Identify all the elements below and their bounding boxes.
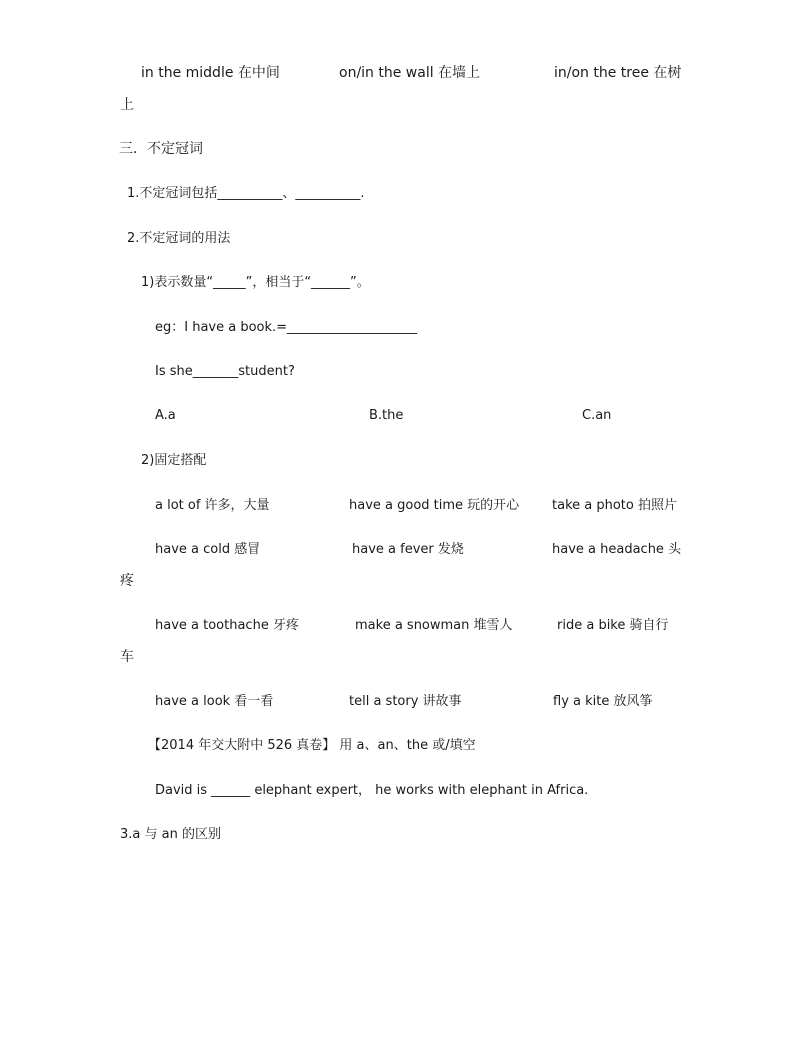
question: Is she_______student? — [155, 364, 295, 379]
phrase-row-3-wrap: 车 — [120, 649, 134, 665]
phrase-on-the-tree: in/on the tree 在树 — [554, 65, 682, 81]
exam-sentence: David is ______ elephant expert， he works with elephant in Africa. — [155, 783, 589, 798]
phrase-row-2-col-2: have a fever 发烧 — [352, 542, 464, 557]
section-heading: 三．不定冠词 — [119, 141, 203, 157]
item-3: 3.a 与 an 的区别 — [120, 827, 221, 842]
example-line: eg：I have a book.=____________________ — [155, 320, 418, 335]
phrase-row-4-col-3: fly a kite 放风筝 — [553, 694, 653, 709]
item-2: 2.不定冠词的用法 — [127, 231, 231, 246]
phrase-row-1-col-1: a lot of 许多，大量 — [155, 498, 270, 513]
phrase-row-4-col-1: have a look 看一看 — [155, 694, 274, 709]
phrase-wrap: 上 — [120, 97, 134, 113]
usage-2: 2)固定搭配 — [141, 453, 207, 468]
phrase-row-2-col-3: have a headache 头 — [552, 542, 682, 557]
phrase-row-1-col-2: have a good time 玩的开心 — [349, 498, 520, 513]
option-c: C.an — [582, 408, 612, 423]
exam-title: 【2014 年交大附中 526 真卷】 用 a、an、the 或/填空 — [148, 738, 476, 753]
item-1: 1.不定冠词包括__________、__________. — [127, 186, 365, 201]
phrase-row-3-col-2: make a snowman 堆雪人 — [355, 618, 513, 633]
phrase-row-2-wrap: 疼 — [120, 573, 134, 589]
phrase-row-3-col-1: have a toothache 牙疼 — [155, 618, 299, 633]
option-b: B.the — [369, 408, 404, 423]
phrase-row-3-col-3: ride a bike 骑自行 — [557, 618, 669, 633]
phrase-on-the-wall: on/in the wall 在墙上 — [339, 65, 481, 81]
option-a: A.a — [155, 408, 176, 423]
phrase-row-4-col-2: tell a story 讲故事 — [349, 694, 462, 709]
phrase-row-2-col-1: have a cold 感冒 — [155, 542, 261, 557]
usage-1: 1)表示数量“_____”，相当于“______”。 — [141, 275, 370, 290]
phrase-row-1-col-3: take a photo 拍照片 — [552, 498, 677, 513]
phrase-in-the-middle: in the middle 在中间 — [141, 65, 280, 81]
